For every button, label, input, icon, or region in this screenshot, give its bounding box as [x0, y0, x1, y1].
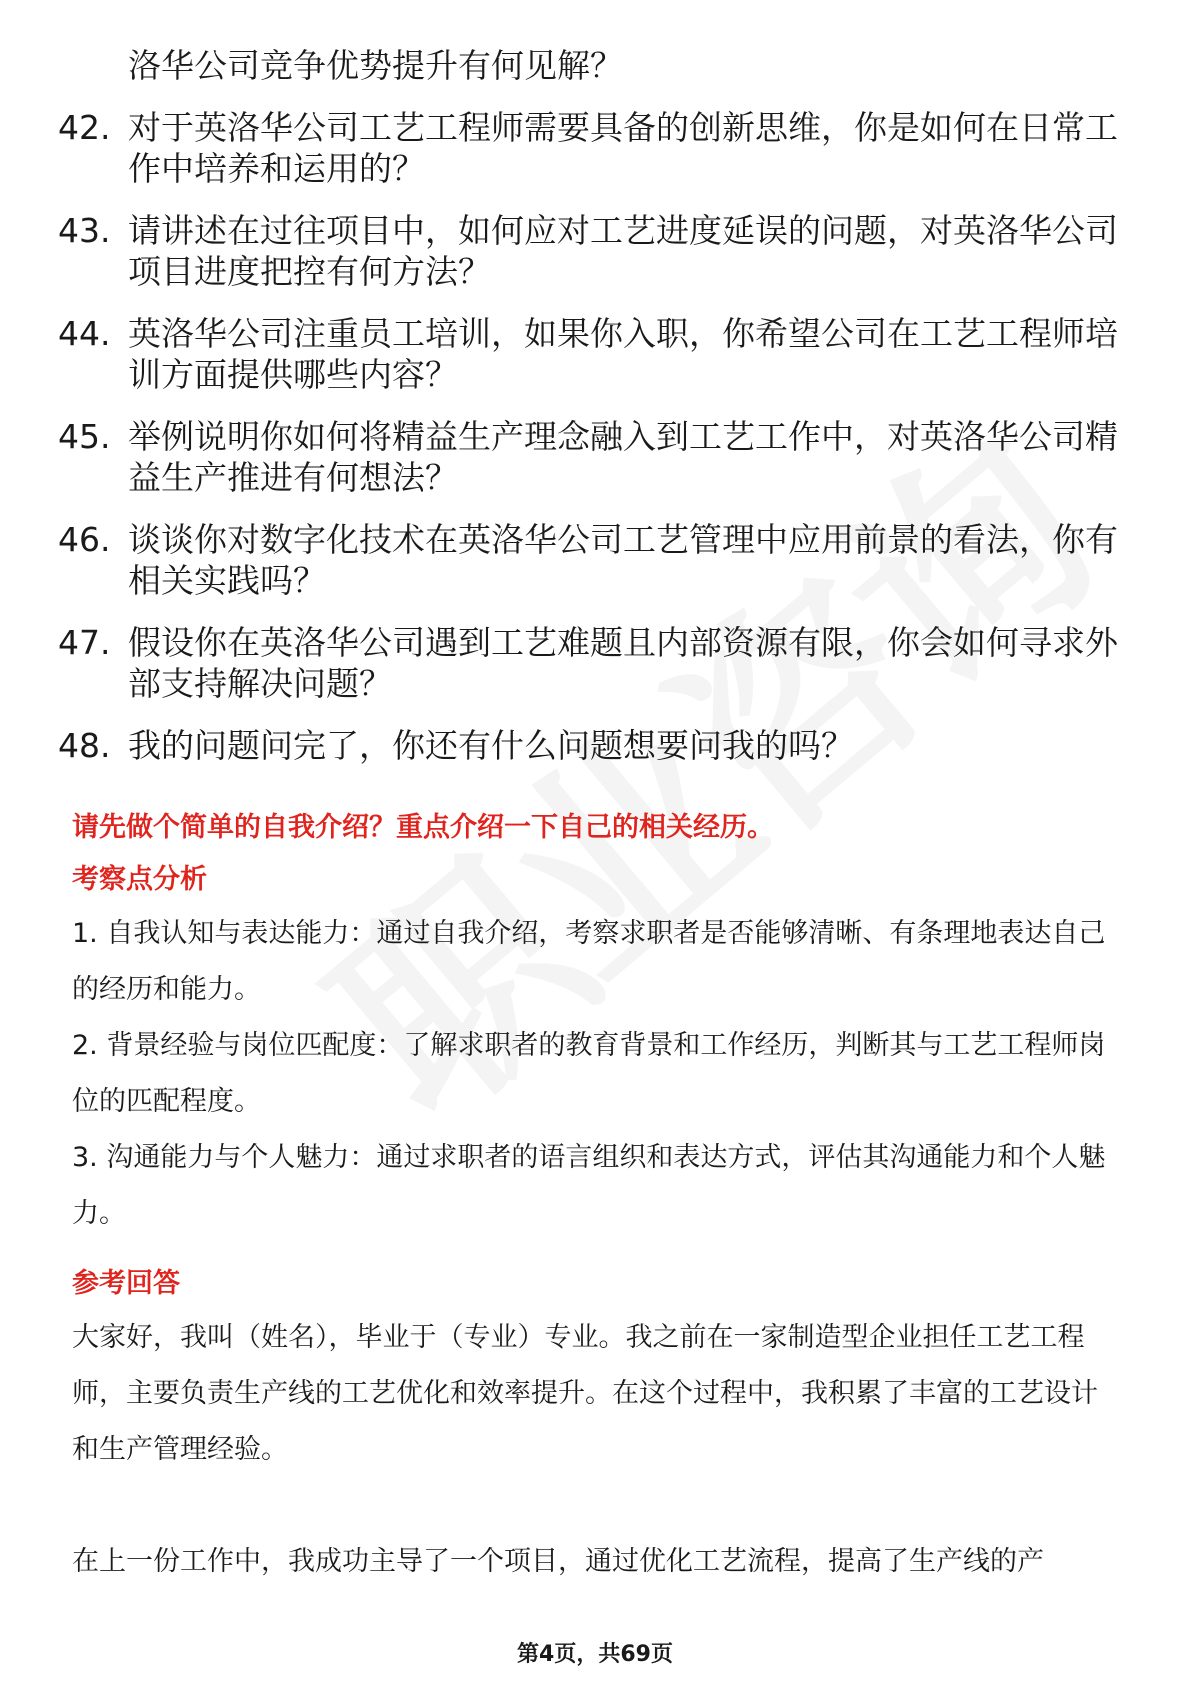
analysis-heading: 考察点分析	[72, 864, 207, 895]
question-text: 谈谈你对数字化技术在英洛华公司工艺管理中应用前景的看法，你有相关实践吗？	[128, 520, 1118, 600]
question-item	[58, 622, 1118, 704]
question-item	[58, 107, 1118, 189]
question-item	[58, 725, 1118, 766]
question-text: 对于英洛华公司工艺工程师需要具备的创新思维，你是如何在日常工作中培养和运用的？	[128, 108, 1118, 188]
question-item	[58, 416, 1118, 498]
answer-paragraph: 大家好，我叫（姓名），毕业于（专业）专业。我之前在一家制造型企业担任工艺工程师，主要负责生产线的工艺优化和效率提升。在这个过程中，我积累了丰富的工艺设计和生产管理经验。	[72, 1322, 1098, 1465]
question-item	[58, 210, 1118, 292]
page-footer: 第4页，共69页	[517, 1642, 673, 1667]
question-text: 请讲述在过往项目中，如何应对工艺进度延误的问题，对英洛华公司项目进度把控有何方法？	[128, 211, 1118, 291]
paragraph-spacer	[72, 1478, 1122, 1534]
question-number: 48.	[58, 726, 111, 765]
answer-heading: 参考回答	[72, 1268, 180, 1299]
question-item	[58, 313, 1118, 395]
question-text: 英洛华公司注重员工培训，如果你入职，你希望公司在工艺工程师培训方面提供哪些内容？	[128, 314, 1118, 394]
question-number: 42.	[58, 108, 111, 147]
question-number: 47.	[58, 623, 111, 662]
question-item	[58, 519, 1118, 601]
question-text: 假设你在英洛华公司遇到工艺难题且内部资源有限，你会如何寻求外部支持解决问题？	[128, 623, 1118, 703]
question-number: 43.	[58, 211, 111, 250]
qa-section	[72, 808, 1122, 1590]
answer-paragraph: 在上一份工作中，我成功主导了一个项目，通过优化工艺流程，提高了生产线的产	[72, 1546, 1044, 1577]
analysis-point: 1. 自我认知与表达能力：通过自我介绍，考察求职者是否能够清晰、有条理地表达自己的经历和能力。	[72, 918, 1106, 1005]
question-number: 44.	[58, 314, 111, 353]
question-continuation: 洛华公司竞争优势提升有何见解？	[128, 46, 623, 85]
analysis-point: 2. 背景经验与岗位匹配度：了解求职者的教育背景和工作经历，判断其与工艺工程师岗位的匹配程度。	[72, 1030, 1106, 1117]
interview-question: 请先做个简单的自我介绍？重点介绍一下自己的相关经历。	[72, 812, 774, 843]
question-list	[58, 45, 1118, 787]
question-number: 46.	[58, 520, 111, 559]
analysis-point: 3. 沟通能力与个人魅力：通过求职者的语言组织和表达方式，评估其沟通能力和个人魅力。	[72, 1142, 1106, 1229]
question-text: 我的问题问完了，你还有什么问题想要问我的吗？	[128, 726, 854, 765]
question-text: 举例说明你如何将精益生产理念融入到工艺工作中，对英洛华公司精益生产推进有何想法？	[128, 417, 1118, 497]
question-number: 45.	[58, 417, 111, 456]
